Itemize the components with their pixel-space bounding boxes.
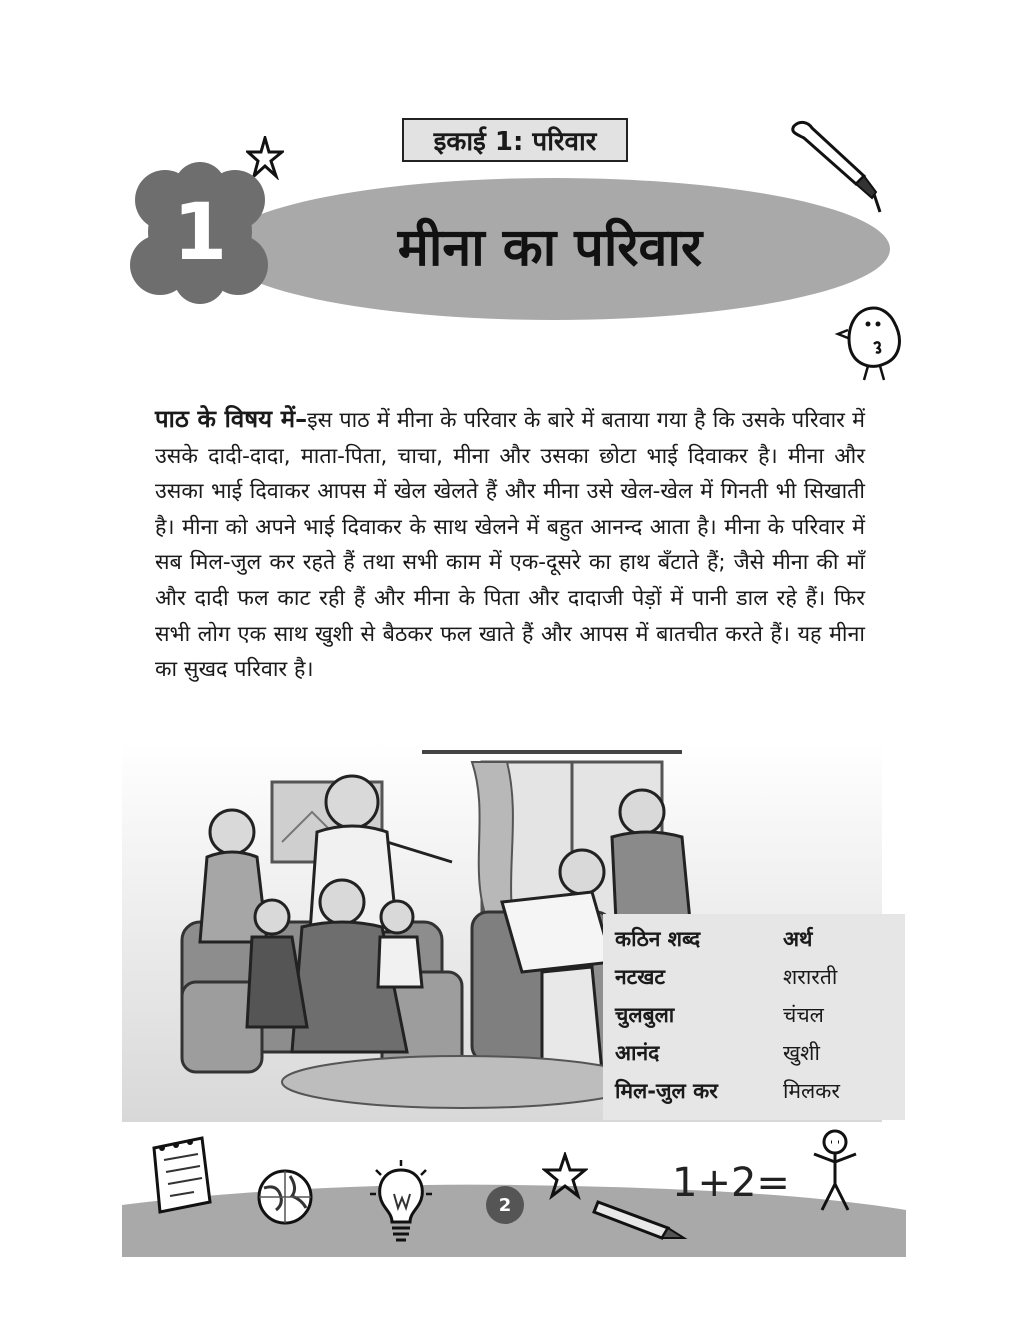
- summary-lead: पाठ के विषय में–: [155, 405, 308, 433]
- summary-text: इस पाठ में मीना के परिवार के बारे में बताया गया है कि उसके परिवार में उसके दादी-दादा, माता-पिता, चाचा, मीना और उसका छोटा भाई दिवाकर है। मीना और उसका भाई दिवाकर आपस में खेल खेलते हैं और मीना उसे खेल-खेल में गिनती भी सिखाती है। मीना को अपने भाई दिवाकर के साथ खेलने में बहुत आनन्द आता है। मीना के परिवार में सब मिल-जुल कर रहते हैं तथा सभी काम में एक-दूसरे का हाथ बँटाते हैं; जैसे मीना की माँ और दादी फल काट रही हैं और मीना के पिता और दादाजी पेड़ों में पानी डाल रहे हैं। फिर सभी लोग एक साथ खुशी से बैठकर फल खाते हैं और आपस में बातचीत करते हैं। यह मीना का सुखद परिवार है।: [155, 408, 865, 683]
- vocabulary-word: नटखट: [615, 965, 666, 989]
- unit-label: इकाई 1: परिवार: [402, 118, 628, 162]
- bulb-icon: [368, 1158, 434, 1254]
- math-doodle: 1+2=: [672, 1160, 790, 1206]
- page-number: 2: [486, 1186, 524, 1224]
- vocabulary-box: [603, 914, 905, 1120]
- lesson-summary: [155, 402, 865, 688]
- vocabulary-meaning: चंचल: [783, 1003, 824, 1027]
- globe-icon: [254, 1166, 316, 1228]
- vocabulary-word: आनंद: [615, 1041, 660, 1065]
- vocabulary-word: चुलबुला: [615, 1003, 675, 1027]
- vocabulary-header: [615, 920, 893, 958]
- stick-figure-icon: [808, 1128, 862, 1214]
- chapter-title: मीना का परिवार: [397, 217, 703, 278]
- vocabulary-header-word: कठिन शब्द: [615, 927, 701, 951]
- vocabulary-row: [615, 1034, 893, 1072]
- star-icon: [542, 1152, 588, 1200]
- notepad-icon: [146, 1134, 216, 1216]
- vocabulary-meaning: शरारती: [783, 965, 838, 989]
- bird-icon: [834, 300, 914, 384]
- vocabulary-meaning: मिलकर: [783, 1079, 840, 1103]
- pen-icon: [786, 116, 886, 216]
- chapter-number: 1: [172, 188, 228, 278]
- vocabulary-row: [615, 1072, 893, 1110]
- vocabulary-row: [615, 996, 893, 1034]
- vocabulary-header-meaning: अर्थ: [783, 927, 813, 951]
- vocabulary-word: मिल-जुल कर: [615, 1079, 718, 1103]
- vocabulary-row: [615, 958, 893, 996]
- vocabulary-meaning: खुशी: [783, 1041, 820, 1065]
